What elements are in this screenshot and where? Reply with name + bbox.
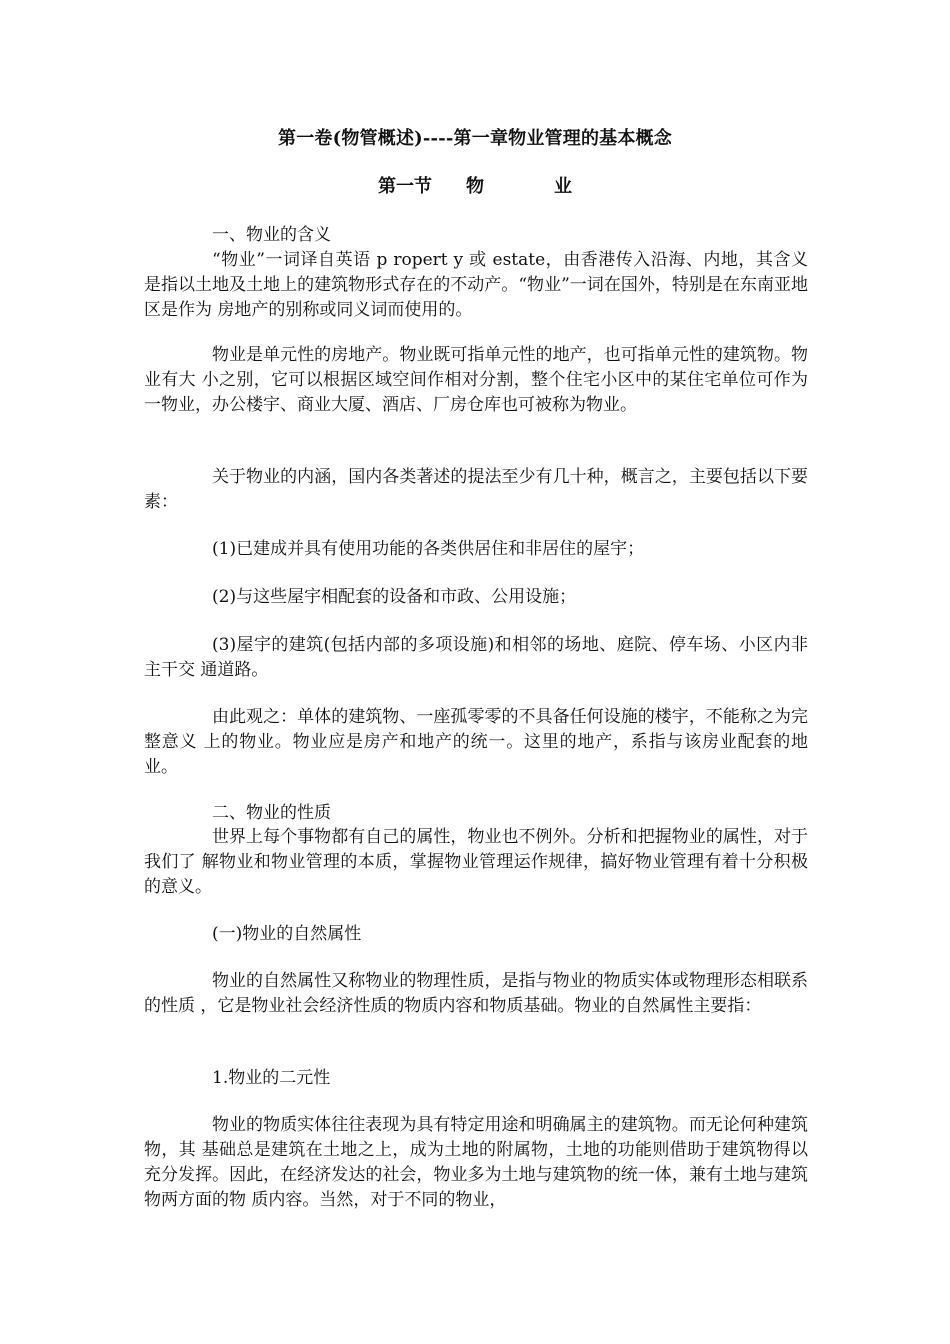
paragraph-duality: 物业的物质实体往往表现为具有特定用途和明确属主的建筑物。而无论何种建筑物，其 基础总是建筑在土地之上，成为土地的附属物，土地的功能则借助于建筑物得以充分发挥。因此，在经济发达的社会，物业多为土地与建筑物的统一体，兼有土地与建筑物两方面的物 质内容。当然，对于不同的物业， (144, 1115, 808, 1210)
subheading-nature: 二、物业的性质 (212, 803, 331, 823)
paragraph-conclusion: 由此观之：单体的建筑物、一座孤零零的不具备任何设施的楼宇，不能称之为完整意义 上的物业。物业应是房产和地产的统一。这里的地产，系指与该房业配套的地业。 (144, 707, 808, 777)
section-heading (0, 172, 950, 198)
section-heading-number: 第一节 (378, 176, 432, 197)
paragraph-connotation: 关于物业的内涵，国内各类著述的提法至少有几十种，概言之，主要包括以下要素： (144, 467, 808, 512)
subheading-natural-attributes: (一)物业的自然属性 (212, 924, 362, 944)
paragraph-unit-property: 物业是单元性的房地产。物业既可指单元性的地产，也可指单元性的建筑物。物业有大 小之别，它可以根据区域空间作相对分割，整个住宅小区中的某住宅单位可作为一物业，办公楼宇、商业大厦、酒店、厂房仓库也可被称为物业。 (144, 345, 808, 415)
document-title: 第一卷(物管概述)----第一章物业管理的基本概念 (278, 128, 672, 149)
section-heading-word-2: 业 (554, 176, 572, 197)
list-item-1: (1)已建成并具有使用功能的各类供居住和非居住的屋宇； (212, 539, 645, 559)
list-item-2: (2)与这些屋宇相配套的设备和市政、公用设施； (212, 587, 577, 607)
list-item-3: (3)屋宇的建筑(包括内部的多项设施)和相邻的场地、庭院、停车场、小区内非主干交 通道路。 (144, 635, 808, 680)
subheading-meaning: 一、物业的含义 (212, 225, 331, 245)
paragraph-natural-attributes: 物业的自然属性又称物业的物理性质，是指与物业的物质实体或物理形态相联系的性质 ，它是物业社会经济性质的物质内容和物质基础。物业的自然属性主要指： (144, 971, 808, 1016)
subheading-duality: 1.物业的二元性 (212, 1068, 331, 1088)
section-heading-word-1: 物 (466, 176, 484, 197)
paragraph-definition: “物业”一词译自英语 p ropert y 或 estate，由香港传入沿海、内地，其含义是指以土地及土地上的建筑物形式存在的不动产。“物业”一词在国外，特别是在东南亚地区是作为 房地产的别称或同义词而使用的。 (144, 250, 808, 320)
paragraph-attributes: 世界上每个事物都有自己的属性，物业也不例外。分析和把握物业的属性，对于我们了 解物业和物业管理的本质，掌握物业管理运作规律，搞好物业管理有着十分积极的意义。 (144, 827, 808, 897)
